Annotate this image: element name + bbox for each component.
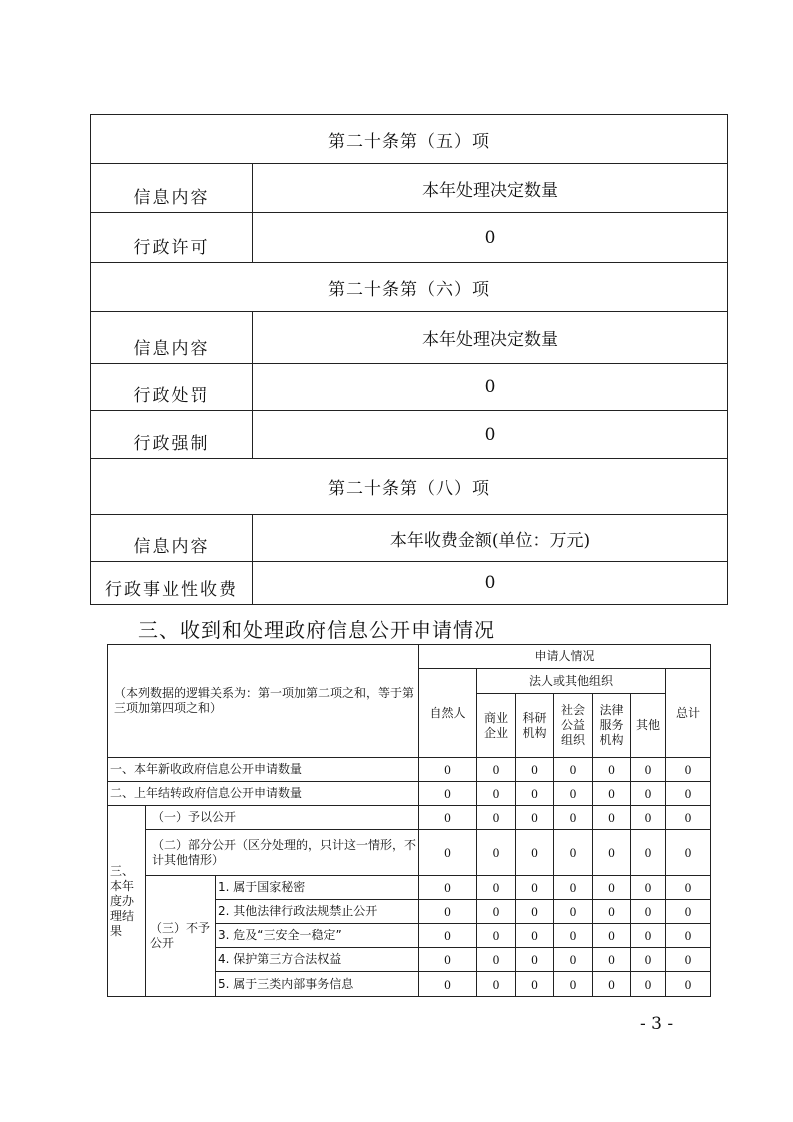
value-cell: 0 (554, 924, 593, 948)
value-cell: 0 (631, 924, 666, 948)
value-cell: 0 (477, 972, 516, 997)
sub-header: 其他 (631, 694, 666, 758)
administrative-actions-table (90, 114, 728, 605)
value-cell: 0 (554, 830, 593, 876)
row-label: （二）部分公开（区分处理的，只计这一情形，不计其他情形） (146, 830, 419, 876)
section-title: 第二十条第（六）项 (91, 263, 728, 312)
value-cell: 0 (419, 972, 477, 997)
value-cell: 0 (419, 900, 477, 924)
header-label: 信息内容 (91, 312, 253, 364)
header-label: 信息内容 (91, 515, 253, 562)
applications-table (107, 644, 711, 997)
row-label: 3. 危及“三安全一稳定” (216, 924, 419, 948)
value-cell: 0 (477, 924, 516, 948)
row-label: 行政处罚 (91, 364, 253, 411)
value-cell: 0 (477, 876, 516, 900)
row-value: 0 (253, 213, 728, 263)
value-cell: 0 (631, 806, 666, 830)
section-title: 第二十条第（八）项 (91, 459, 728, 515)
group-label: 三、本年度办理结果 (108, 806, 146, 997)
value-cell: 0 (516, 972, 554, 997)
value-cell: 0 (593, 806, 631, 830)
value-cell: 0 (516, 758, 554, 782)
value-cell: 0 (554, 806, 593, 830)
value-cell: 0 (516, 876, 554, 900)
value-cell: 0 (593, 900, 631, 924)
value-cell: 0 (666, 758, 711, 782)
value-cell: 0 (554, 876, 593, 900)
table-row (108, 876, 711, 900)
value-cell: 0 (593, 924, 631, 948)
sub-header: 商业企业 (477, 694, 516, 758)
value-cell: 0 (477, 948, 516, 972)
value-cell: 0 (477, 758, 516, 782)
header-value: 本年处理决定数量 (253, 312, 728, 364)
value-cell: 0 (477, 782, 516, 806)
header-value: 本年收费金额(单位：万元) (253, 515, 728, 562)
header-value: 本年处理决定数量 (253, 164, 728, 213)
row-label: 4. 保护第三方合法权益 (216, 948, 419, 972)
row-value: 0 (253, 562, 728, 605)
row-value: 0 (253, 364, 728, 411)
value-cell: 0 (593, 972, 631, 997)
value-cell: 0 (477, 806, 516, 830)
value-cell: 0 (419, 806, 477, 830)
value-cell: 0 (419, 876, 477, 900)
value-cell: 0 (666, 876, 711, 900)
sub-header: 法律服务机构 (593, 694, 631, 758)
value-cell: 0 (666, 900, 711, 924)
value-cell: 0 (554, 948, 593, 972)
value-cell: 0 (516, 900, 554, 924)
row-label: （一）予以公开 (146, 806, 419, 830)
table-row (108, 806, 711, 830)
row-value: 0 (253, 411, 728, 459)
natural-person-header: 自然人 (419, 669, 477, 758)
value-cell: 0 (477, 900, 516, 924)
value-cell: 0 (516, 782, 554, 806)
value-cell: 0 (554, 782, 593, 806)
value-cell: 0 (631, 948, 666, 972)
total-header: 总计 (666, 669, 711, 758)
header-label: 信息内容 (91, 164, 253, 213)
value-cell: 0 (554, 758, 593, 782)
value-cell: 0 (631, 830, 666, 876)
value-cell: 0 (554, 972, 593, 997)
value-cell: 0 (593, 876, 631, 900)
value-cell: 0 (631, 758, 666, 782)
value-cell: 0 (554, 900, 593, 924)
sub-header: 科研机构 (516, 694, 554, 758)
row-label: 行政许可 (91, 213, 253, 263)
table-row (108, 758, 711, 782)
table-row (108, 782, 711, 806)
value-cell: 0 (419, 924, 477, 948)
row-label: 5. 属于三类内部事务信息 (216, 972, 419, 997)
row-label: 行政事业性收费 (91, 562, 253, 605)
table-row (108, 830, 711, 876)
section-heading: 三、收到和处理政府信息公开申请情况 (138, 618, 495, 642)
value-cell: 0 (516, 924, 554, 948)
logic-note: （本列数据的逻辑关系为：第一项加第二项之和，等于第三项加第四项之和） (108, 645, 419, 758)
row-label: 行政强制 (91, 411, 253, 459)
value-cell: 0 (631, 972, 666, 997)
value-cell: 0 (419, 830, 477, 876)
row-label: 一、本年新收政府信息公开申请数量 (108, 758, 419, 782)
value-cell: 0 (631, 876, 666, 900)
value-cell: 0 (593, 830, 631, 876)
value-cell: 0 (666, 924, 711, 948)
page-number: - 3 - (640, 1014, 674, 1034)
sub-header: 社会公益组织 (554, 694, 593, 758)
value-cell: 0 (593, 758, 631, 782)
value-cell: 0 (516, 948, 554, 972)
value-cell: 0 (666, 806, 711, 830)
value-cell: 0 (593, 782, 631, 806)
value-cell: 0 (666, 782, 711, 806)
value-cell: 0 (666, 948, 711, 972)
applicant-header: 申请人情况 (419, 645, 711, 669)
row-label: 二、上年结转政府信息公开申请数量 (108, 782, 419, 806)
value-cell: 0 (419, 758, 477, 782)
section-title: 第二十条第（五）项 (91, 115, 728, 164)
value-cell: 0 (516, 830, 554, 876)
group-label: （三）不予公开 (146, 876, 216, 997)
value-cell: 0 (666, 972, 711, 997)
value-cell: 0 (477, 830, 516, 876)
value-cell: 0 (666, 830, 711, 876)
row-label: 1. 属于国家秘密 (216, 876, 419, 900)
value-cell: 0 (516, 806, 554, 830)
value-cell: 0 (631, 782, 666, 806)
value-cell: 0 (631, 900, 666, 924)
value-cell: 0 (593, 948, 631, 972)
legal-entity-header: 法人或其他组织 (477, 669, 666, 694)
value-cell: 0 (419, 948, 477, 972)
value-cell: 0 (419, 782, 477, 806)
row-label: 2. 其他法律行政法规禁止公开 (216, 900, 419, 924)
